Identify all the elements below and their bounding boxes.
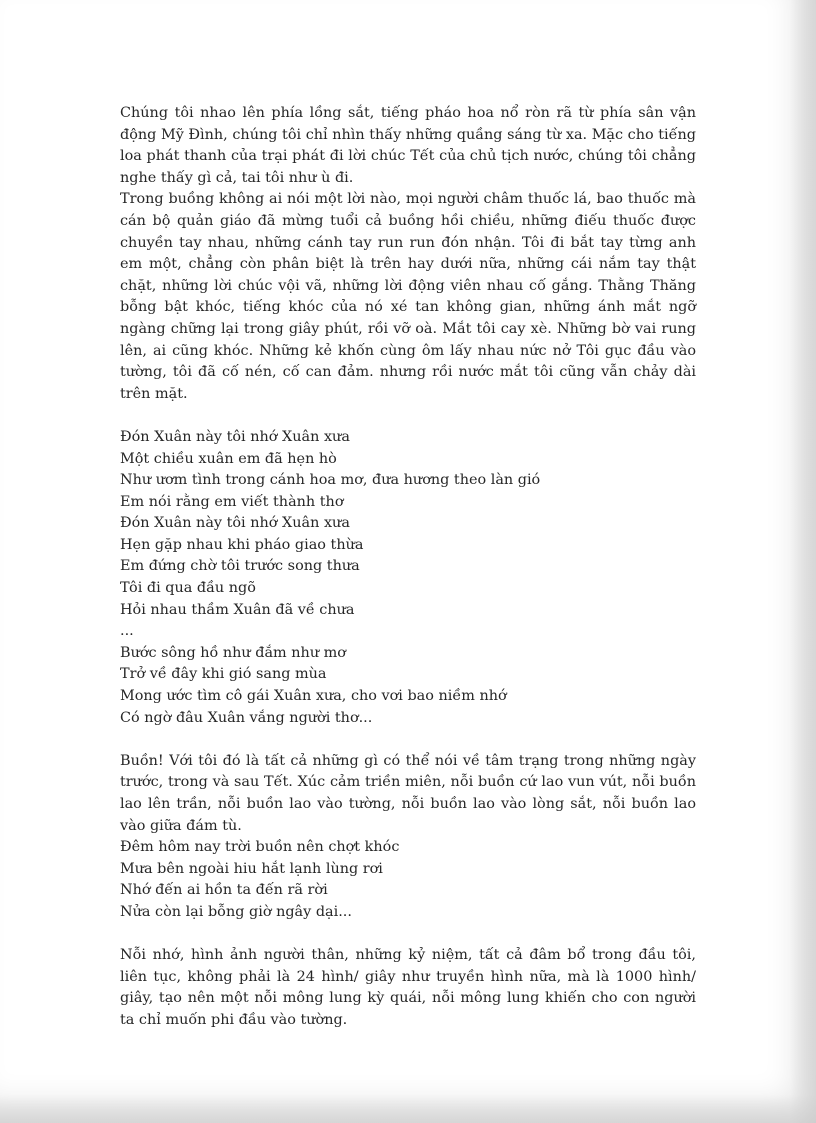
poem-line: Trở về đây khi gió sang mùa bbox=[120, 666, 327, 683]
poem-line: Nửa còn lại bỗng giờ ngây dại... bbox=[120, 903, 352, 920]
poem-line: Em đứng chờ tôi trước song thưa bbox=[120, 558, 360, 575]
poem-line: Em nói rằng em viết thành thơ bbox=[120, 493, 344, 510]
poem-stanza-2 bbox=[120, 837, 696, 923]
poem-line: Mưa bên ngoài hiu hắt lạnh lùng rơi bbox=[120, 860, 383, 877]
poem-line: Một chiều xuân em đã hẹn hò bbox=[120, 450, 337, 467]
poem-line: Mong ước tìm cô gái Xuân xưa, cho vơi bao niềm nhớ bbox=[120, 688, 507, 705]
blank-line bbox=[120, 405, 696, 427]
poem-line: Đón Xuân này tôi nhớ Xuân xưa bbox=[120, 515, 350, 532]
page-shadow-right bbox=[790, 0, 816, 1123]
paragraph-2: Trong buồng không ai nói một lời nào, mọi người châm thuốc lá, bao thuốc mà cán bộ quản giáo đã mừng tuổi cả buồng hồi chiều, những điếu thuốc được chuyền tay nhau, những cánh tay run run đón nhận. Tôi đi bắt tay từng anh em một, chẳng còn phân biệt là trên hay dưới nữa, những cái nắm tay thật chặt, những lời chúc vội vã, những lời động viên nhau cố gắng. Thằng Thăng bỗng bật khóc, tiếng khóc của nó xé tan không gian, những ánh mắt ngỡ ngàng chững lại trong giây phút, rồi vỡ oà. Mắt tôi cay xè. Những bờ vai rung lên, ai cũng khóc. Những kẻ khốn cùng ôm lấy nhau nức nở Tôi gục đầu vào tường, tôi đã cố nén, cố can đảm. nhưng rồi nước mắt tôi cũng vẫn chảy dài trên mặt. bbox=[120, 191, 696, 402]
poem-line: ... bbox=[120, 623, 134, 640]
poem-line: Hỏi nhau thầm Xuân đã về chưa bbox=[120, 601, 355, 618]
poem-line: Bước sông hồ như đắm như mơ bbox=[120, 644, 346, 661]
paragraph-3: Buồn! Với tôi đó là tất cả những gì có thể nói về tâm trạng trong những ngày trước, trong và sau Tết. Xúc cảm triền miên, nỗi buồn cứ lao vun vút, nỗi buồn lao lên trần, nỗi buồn lao vào tường, nỗi buồn lao vào lòng sắt, nỗi buồn lao vào giữa đám tù. bbox=[120, 752, 696, 834]
page-shadow-bottom bbox=[0, 1095, 816, 1123]
paragraph-1: Chúng tôi nhao lên phía lồng sắt, tiếng pháo hoa nổ ròn rã từ phía sân vận động Mỹ Đình, chúng tôi chỉ nhìn thấy những quầng sáng từ xa. Mặc cho tiếng loa phát thanh của trại phát đi lời chúc Tết của chủ tịch nước, chúng tôi chẳng nghe thấy gì cả, tai tôi như ù đi. bbox=[120, 105, 696, 186]
paragraph-4: Nỗi nhớ, hình ảnh người thân, những kỷ niệm, tất cả đâm bổ trong đầu tôi, liên tục, không phải là 24 hình/ giây như truyền hình nữa, mà là 1000 hình/ giây, tạo nên một nỗi mông lung kỳ quái, nỗi mông lung khiến cho con người ta chỉ muốn phi đầu vào tường. bbox=[120, 947, 696, 1028]
poem-line: Hẹn gặp nhau khi pháo giao thừa bbox=[120, 536, 364, 553]
blank-line bbox=[120, 924, 696, 946]
blank-line bbox=[120, 729, 696, 751]
poem-line: Có ngờ đâu Xuân vắng người thơ... bbox=[120, 709, 373, 726]
poem-line: Tôi đi qua đầu ngõ bbox=[120, 580, 256, 597]
poem-stanza-1 bbox=[120, 427, 696, 729]
document-body bbox=[120, 103, 696, 1032]
poem-line: Nhớ đến ai hồn ta đến rã rời bbox=[120, 882, 328, 899]
poem-line: Đêm hôm nay trời buồn nên chợt khóc bbox=[120, 839, 400, 856]
poem-line: Đón Xuân này tôi nhớ Xuân xưa bbox=[120, 428, 350, 445]
poem-line: Như ươm tình trong cánh hoa mơ, đưa hương theo làn gió bbox=[120, 472, 541, 489]
